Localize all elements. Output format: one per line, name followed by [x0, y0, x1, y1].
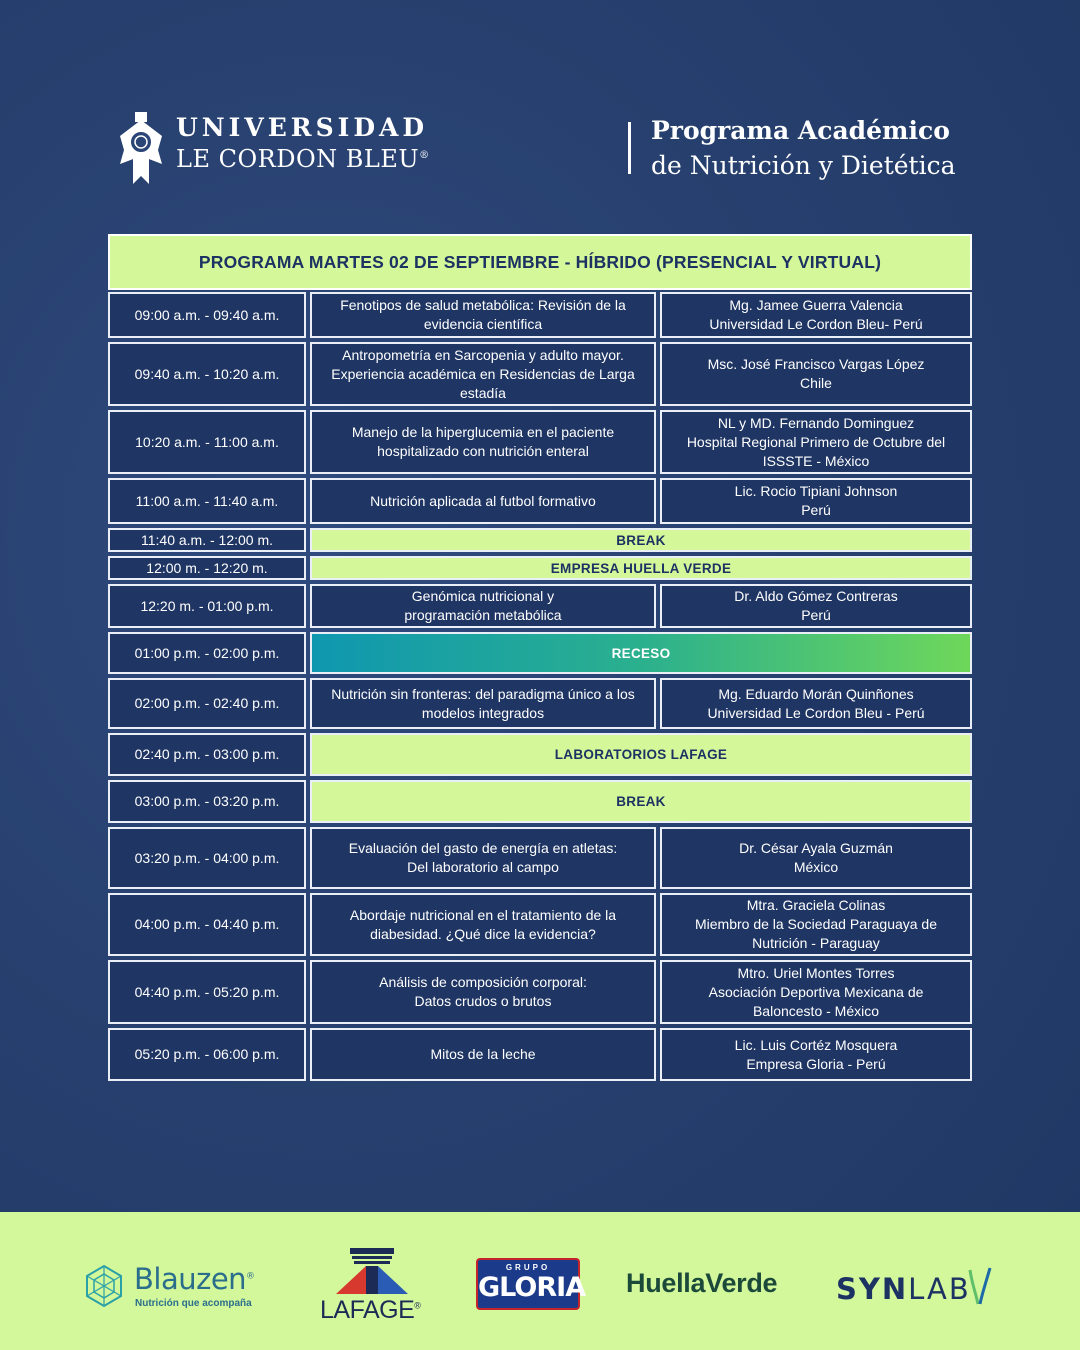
lafage-name-text: LAFAGE	[320, 1296, 415, 1324]
row-time: 09:00 a.m. - 09:40 a.m.	[108, 292, 306, 338]
header	[0, 108, 1080, 188]
schedule-row	[108, 827, 972, 889]
schedule-row	[108, 960, 972, 1024]
schedule-row	[108, 478, 972, 524]
row-topic	[310, 584, 656, 628]
topic-line: Antropometría en Sarcopenia y adulto mayor.	[342, 346, 624, 363]
row-time: 10:20 a.m. - 11:00 a.m.	[108, 410, 306, 474]
university-line2-text: LE CORDON BLEU	[176, 145, 420, 173]
blauzen-tagline: Nutrición que acompaña	[135, 1298, 252, 1309]
topic-line: diabesidad. ¿Qué dice la evidencia?	[370, 925, 596, 942]
row-time: 12:20 m. - 01:00 p.m.	[108, 584, 306, 628]
topic-line: hospitalizado con nutrición enteral	[377, 443, 589, 459]
row-speaker	[660, 342, 972, 406]
topic-line: Evaluación del gasto de energía en atletas:	[348, 840, 618, 856]
row-speaker	[660, 410, 972, 474]
schedule-row	[108, 292, 972, 338]
lafage-emblem-icon	[332, 1246, 412, 1296]
row-topic	[310, 960, 656, 1024]
speaker-line: Hospital Regional Primero de Octubre del	[686, 433, 946, 450]
speaker-line: Lic. Luis Cortéz Mosquera	[734, 1036, 898, 1053]
speaker-line: Mtra. Graciela Colinas	[746, 897, 886, 913]
huellaverde-logo	[626, 1268, 777, 1299]
row-speaker	[660, 292, 972, 338]
gloria-logo	[476, 1258, 586, 1310]
row-time: 02:40 p.m. - 03:00 p.m.	[108, 733, 306, 776]
speaker-line: Universidad Le Cordon Bleu - Perú	[707, 704, 925, 721]
row-speaker	[660, 478, 972, 524]
schedule-row	[108, 528, 972, 552]
speaker-line: Universidad Le Cordon Bleu- Perú	[709, 316, 923, 332]
schedule-row	[108, 632, 972, 674]
schedule-row	[108, 893, 972, 956]
row-topic	[310, 1028, 656, 1081]
row-time: 04:40 p.m. - 05:20 p.m.	[108, 960, 306, 1024]
topic-line: Abordaje nutricional en el tratamiento de la	[349, 906, 617, 923]
synlab-name-light: LAB	[908, 1272, 971, 1306]
synlab-name-bold: SYN	[836, 1272, 909, 1306]
speaker-line: Msc. José Francisco Vargas López	[707, 356, 925, 372]
speaker-line: Miembro de la Sociedad Paraguaya de	[694, 916, 938, 932]
speaker-line: Perú	[801, 502, 831, 518]
blauzen-name	[134, 1262, 255, 1296]
speaker-line: México	[793, 859, 839, 875]
speaker-line: Baloncesto - México	[752, 1002, 880, 1019]
topic-line: Datos crudos o brutos	[414, 993, 552, 1009]
row-topic	[310, 292, 656, 338]
speaker-line: NL y MD. Fernando Dominguez	[717, 414, 915, 431]
blauzen-logo	[84, 1262, 264, 1314]
ucb-wordmark	[176, 114, 430, 173]
row-time: 11:40 a.m. - 12:00 m.	[108, 528, 306, 552]
receso-bar: RECESO	[310, 632, 972, 674]
row-time: 09:40 a.m. - 10:20 a.m.	[108, 342, 306, 406]
row-time: 12:00 m. - 12:20 m.	[108, 556, 306, 580]
topic-line: Nutrición aplicada al futbol formativo	[370, 492, 596, 509]
row-time: 05:20 p.m. - 06:00 p.m.	[108, 1028, 306, 1081]
topic-line: Fenotipos de salud metabólica: Revisión de la	[340, 297, 626, 313]
row-time: 11:00 a.m. - 11:40 a.m.	[108, 478, 306, 524]
topic-line: modelos integrados	[421, 704, 545, 721]
program-title	[651, 114, 956, 184]
schedule-row	[108, 556, 972, 580]
speaker-line: Chile	[800, 375, 832, 391]
blauzen-hex-icon	[84, 1264, 124, 1308]
lafage-logo	[318, 1246, 428, 1332]
topic-line: Del laboratorio al campo	[407, 859, 559, 875]
schedule-row	[108, 678, 972, 729]
sponsors-footer	[0, 1212, 1080, 1350]
row-speaker	[660, 827, 972, 889]
row-speaker	[660, 893, 972, 956]
speaker-line: Lic. Rocio Tipiani Johnson	[734, 483, 898, 499]
topic-line: programación metabólica	[404, 607, 562, 623]
gloria-group-label: GRUPO	[505, 1263, 551, 1272]
topic-line: Mitos de la leche	[430, 1046, 536, 1062]
speaker-line: Mg. Eduardo Morán Quinñones	[718, 685, 914, 702]
ucb-logo	[116, 108, 446, 184]
program-line1: Programa Académico	[651, 116, 950, 145]
row-topic	[310, 342, 656, 406]
row-time: 01:00 p.m. - 02:00 p.m.	[108, 632, 306, 674]
university-line1: UNIVERSIDAD	[176, 113, 429, 142]
full-width-session: BREAK	[310, 528, 972, 552]
schedule-banner: PROGRAMA MARTES 02 DE SEPTIEMBRE - HÍBRIDO (PRESENCIAL Y VIRTUAL)	[108, 234, 972, 290]
registered-mark: ®	[419, 150, 430, 161]
schedule-row	[108, 584, 972, 628]
huellaverde-name: HuellaVerde	[626, 1268, 778, 1298]
schedule-row	[108, 733, 972, 776]
blauzen-name-text: Blauzen	[134, 1262, 247, 1296]
program-line2: de Nutrición y Dietética	[651, 151, 956, 180]
speaker-line: Dr. Aldo Gómez Contreras	[734, 588, 898, 604]
row-topic	[310, 478, 656, 524]
topic-line: Genómica nutricional y	[411, 588, 555, 604]
header-divider	[628, 122, 631, 174]
row-time: 03:20 p.m. - 04:00 p.m.	[108, 827, 306, 889]
speaker-line: Dr. César Ayala Guzmán	[739, 840, 893, 856]
row-speaker	[660, 1028, 972, 1081]
row-time: 03:00 p.m. - 03:20 p.m.	[108, 780, 306, 823]
schedule-table	[108, 292, 972, 1085]
schedule-row	[108, 780, 972, 823]
ucb-emblem-icon	[116, 110, 166, 184]
synlab-name	[836, 1272, 971, 1306]
row-topic	[310, 893, 656, 956]
row-time: 04:00 p.m. - 04:40 p.m.	[108, 893, 306, 956]
row-topic	[310, 827, 656, 889]
lafage-name	[320, 1296, 420, 1325]
schedule-row	[108, 1028, 972, 1081]
row-speaker	[660, 584, 972, 628]
topic-line: estadía	[460, 384, 506, 401]
speaker-line: ISSSTE - México	[762, 452, 870, 469]
speaker-line: Empresa Gloria - Perú	[746, 1055, 886, 1072]
row-speaker	[660, 678, 972, 729]
topic-line: Nutrición sin fronteras: del paradigma único a los	[331, 685, 635, 702]
lafage-registered: ®	[414, 1300, 421, 1311]
topic-line: Análisis de composición corporal:	[379, 974, 587, 990]
full-width-session: EMPRESA HUELLA VERDE	[310, 556, 972, 580]
speaker-line: Mg. Jamee Guerra Valencia	[729, 297, 903, 313]
topic-line: Experiencia académica en Residencias de Larga	[331, 365, 635, 382]
full-width-session: BREAK	[310, 780, 972, 823]
synlab-logo	[836, 1270, 1006, 1318]
speaker-line: Asociación Deportiva Mexicana de	[708, 983, 924, 1000]
schedule-row	[108, 410, 972, 474]
full-width-session: LABORATORIOS LAFAGE	[310, 733, 972, 776]
schedule-row	[108, 342, 972, 406]
topic-line: evidencia científica	[423, 316, 543, 332]
blauzen-registered: ®	[246, 1271, 255, 1282]
row-time: 02:00 p.m. - 02:40 p.m.	[108, 678, 306, 729]
gloria-name: GLORIA	[478, 1272, 586, 1303]
university-line2	[176, 142, 430, 173]
row-speaker	[660, 960, 972, 1024]
speaker-line: Perú	[801, 607, 831, 623]
row-topic	[310, 678, 656, 729]
topic-line: Manejo de la hiperglucemia en el paciente	[351, 424, 615, 440]
synlab-leaf-icon	[964, 1266, 994, 1306]
speaker-line: Mtro. Uriel Montes Torres	[737, 964, 895, 981]
speaker-line: Nutrición - Paraguay	[752, 935, 880, 951]
row-topic	[310, 410, 656, 474]
